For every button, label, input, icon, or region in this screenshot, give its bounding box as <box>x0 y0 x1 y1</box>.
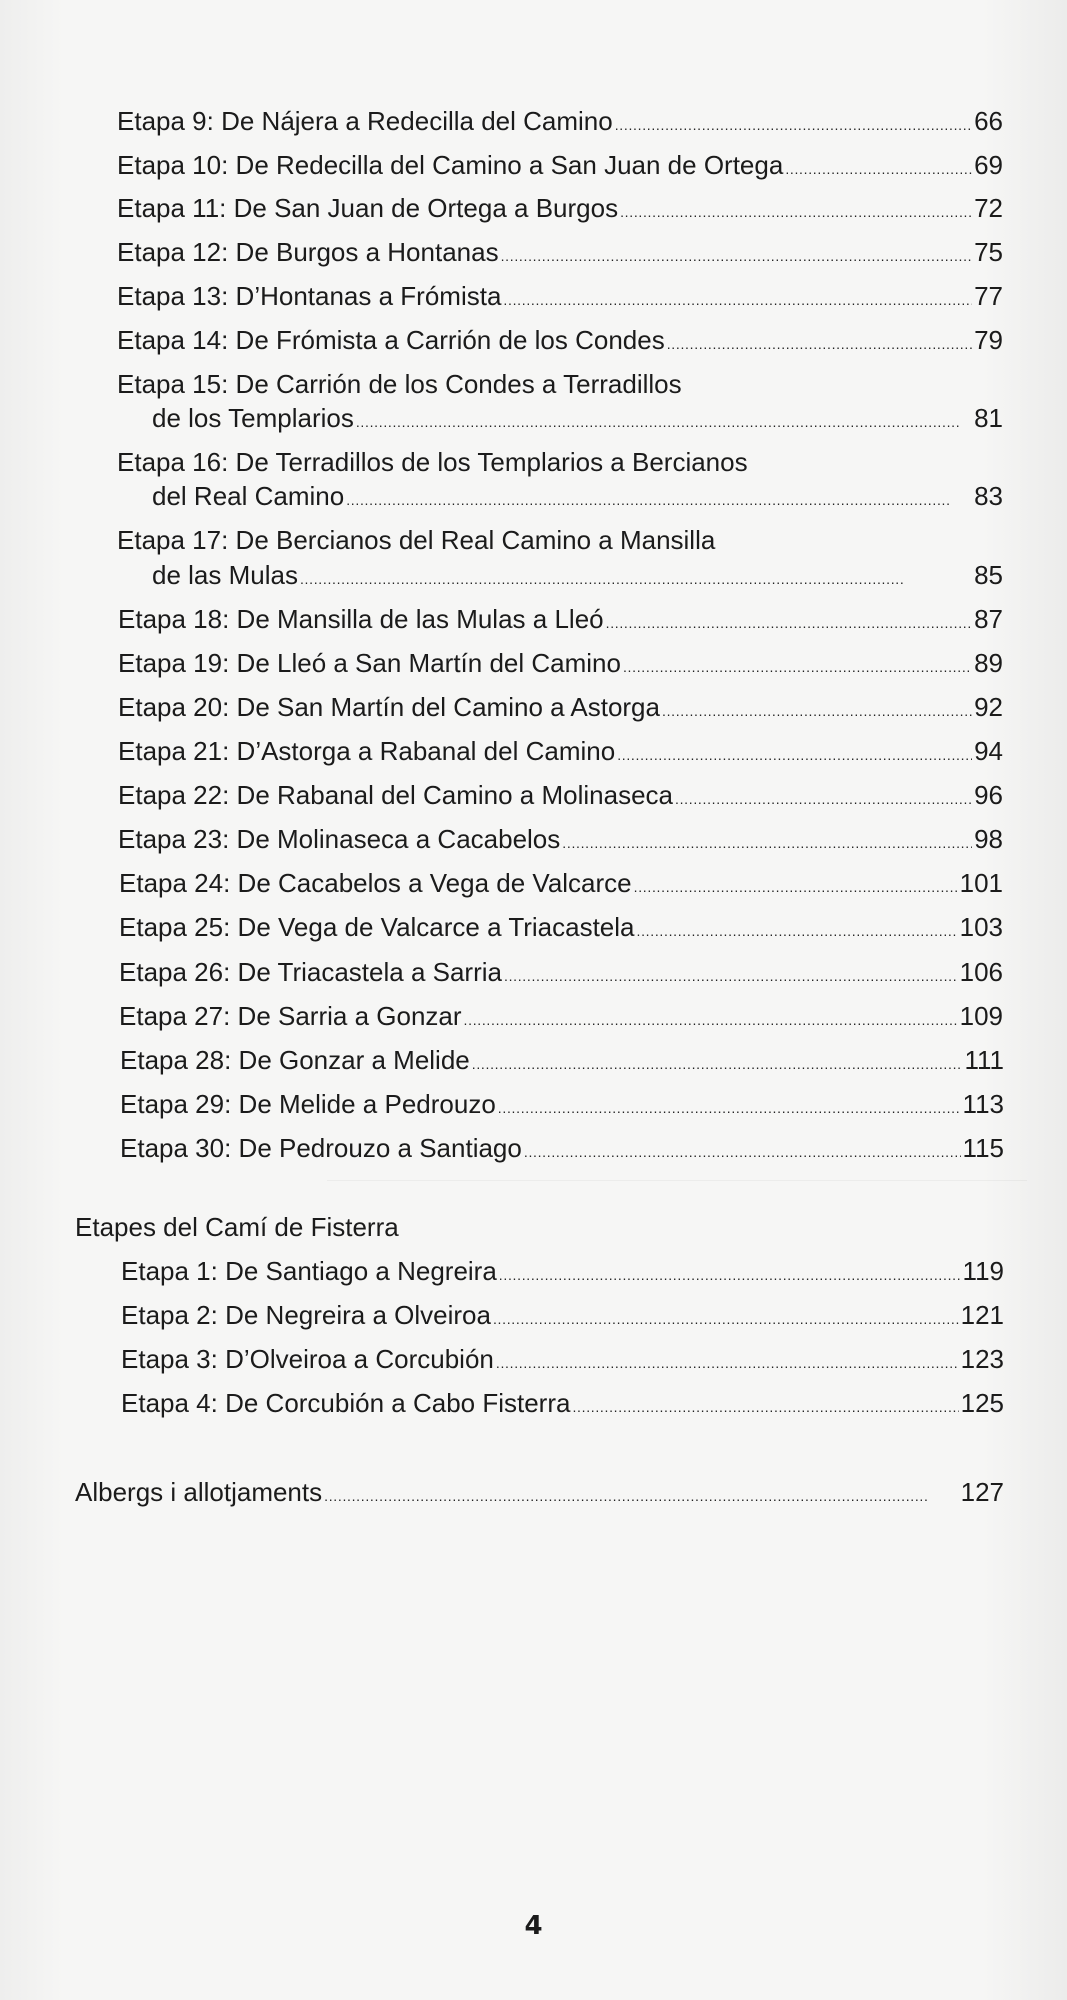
leader-dots <box>675 780 972 810</box>
toc-entry-albergs[interactable] <box>75 1477 1004 1507</box>
toc-entry-page: 111 <box>964 1045 1004 1075</box>
toc-entry[interactable] <box>117 281 1003 311</box>
toc-entry[interactable] <box>121 1256 1004 1286</box>
toc-entry[interactable] <box>120 1133 1004 1163</box>
toc-entry[interactable] <box>118 604 1003 634</box>
section-heading-fisterra: Etapes del Camí de Fisterra <box>75 1212 399 1242</box>
leader-dots <box>662 692 972 722</box>
leader-dots <box>623 648 972 678</box>
leader-dots <box>572 1388 958 1418</box>
toc-entry-title: Etapa 2: De Negreira a Olveiroa <box>121 1300 491 1330</box>
toc-entry[interactable] <box>121 1344 1004 1374</box>
toc-entry-title: Etapa 4: De Corcubión a Cabo Fisterra <box>121 1388 571 1418</box>
toc-entry-title: Etapa 14: De Frómista a Carrión de los Condes <box>117 325 665 355</box>
toc-entry-title: Etapa 24: De Cacabelos a Vega de Valcarce <box>119 868 632 898</box>
toc-entry-title[interactable]: Etapa 17: De Bercianos del Real Camino a Mansilla <box>117 525 716 555</box>
toc-entry-page: 69 <box>974 150 1003 180</box>
toc-entry-page: 103 <box>959 912 1003 942</box>
page-number: 4 <box>524 1911 543 1941</box>
toc-entry[interactable] <box>152 403 1003 433</box>
toc-entry[interactable] <box>117 193 1003 223</box>
toc-entry-title: Etapa 23: De Molinaseca a Cacabelos <box>118 824 561 854</box>
toc-entry[interactable] <box>120 1045 1004 1075</box>
toc-entry[interactable] <box>152 481 1003 511</box>
toc-entry-page: 125 <box>960 1388 1004 1418</box>
toc-entry[interactable] <box>121 1388 1004 1418</box>
leader-dots <box>501 237 972 267</box>
leader-dots <box>493 1300 959 1330</box>
leader-dots <box>496 1344 959 1374</box>
toc-entry-page: 96 <box>974 780 1003 810</box>
toc-entry-page: 123 <box>960 1344 1004 1374</box>
toc-entry-title: Albergs i allotjaments <box>75 1477 323 1507</box>
toc-entry[interactable] <box>117 237 1003 267</box>
leader-dots <box>620 193 972 223</box>
toc-entry[interactable] <box>118 736 1003 766</box>
toc-entry-title: Etapa 10: De Redecilla del Camino a San Juan de Ortega <box>117 150 784 180</box>
toc-entry-page: 119 <box>962 1256 1004 1286</box>
toc-entry[interactable] <box>119 957 1003 987</box>
toc-entry[interactable] <box>119 1001 1003 1031</box>
leader-dots <box>498 1089 961 1119</box>
leader-dots <box>503 281 972 311</box>
toc-entry[interactable] <box>120 1089 1004 1119</box>
leader-dots <box>346 481 972 511</box>
toc-entry-page: 75 <box>974 237 1003 267</box>
toc-entry-title: Etapa 1: De Santiago a Negreira <box>121 1256 497 1286</box>
toc-entry-title-continued: de los Templarios <box>152 403 354 433</box>
toc-entry-page: 85 <box>974 560 1003 590</box>
bleed-through-line <box>327 1180 1027 1181</box>
toc-entry-page: 92 <box>974 692 1003 722</box>
toc-entry-page: 79 <box>974 325 1003 355</box>
toc-entry-page: 87 <box>974 604 1003 634</box>
toc-entry-title: Etapa 30: De Pedrouzo a Santiago <box>120 1133 522 1163</box>
leader-dots <box>464 1001 958 1031</box>
leader-dots <box>562 824 972 854</box>
toc-entry-title: Etapa 21: D’Astorga a Rabanal del Camino <box>118 736 616 766</box>
toc-entry-page: 77 <box>974 281 1003 311</box>
leader-dots <box>785 150 972 180</box>
toc-entry-page: 101 <box>959 868 1003 898</box>
toc-entry[interactable] <box>117 150 1003 180</box>
leader-dots <box>667 325 972 355</box>
toc-entry-page: 94 <box>974 736 1003 766</box>
toc-entry-title: Etapa 9: De Nájera a Redecilla del Camino <box>117 106 613 136</box>
toc-entry-title: Etapa 3: D’Olveiroa a Corcubión <box>121 1344 494 1374</box>
toc-entry[interactable] <box>117 325 1003 355</box>
toc-entry-title: Etapa 18: De Mansilla de las Mulas a Lleó <box>118 604 604 634</box>
toc-entry[interactable] <box>152 560 1003 590</box>
leader-dots <box>634 868 958 898</box>
toc-entry[interactable] <box>121 1300 1004 1330</box>
toc-entry[interactable] <box>118 824 1003 854</box>
toc-entry-title-continued: de las Mulas <box>152 560 298 590</box>
toc-entry-page: 106 <box>959 957 1003 987</box>
toc-entry-title: Etapa 29: De Melide a Pedrouzo <box>120 1089 496 1119</box>
leader-dots <box>637 912 958 942</box>
leader-dots <box>356 403 972 433</box>
toc-entry-page: 115 <box>962 1133 1004 1163</box>
toc-entry[interactable] <box>117 106 1003 136</box>
toc-entry-title-continued: del Real Camino <box>152 481 345 511</box>
toc-entry-page: 72 <box>974 193 1003 223</box>
toc-entry[interactable] <box>119 868 1003 898</box>
leader-dots <box>606 604 972 634</box>
toc-entry-title: Etapa 28: De Gonzar a Melide <box>120 1045 470 1075</box>
toc-entry-title: Etapa 11: De San Juan de Ortega a Burgos <box>117 193 619 223</box>
leader-dots <box>499 1256 961 1286</box>
toc-entry[interactable] <box>118 780 1003 810</box>
toc-entry-title: Etapa 27: De Sarria a Gonzar <box>119 1001 462 1031</box>
toc-entry-title: Etapa 13: D’Hontanas a Frómista <box>117 281 502 311</box>
toc-entry-page: 89 <box>974 648 1003 678</box>
leader-dots <box>324 1477 958 1507</box>
toc-entry-page: 113 <box>962 1089 1004 1119</box>
toc-entry[interactable] <box>118 692 1003 722</box>
toc-entry-page: 98 <box>974 824 1003 854</box>
toc-entry-title: Etapa 22: De Rabanal del Camino a Molinaseca <box>118 780 674 810</box>
toc-entry-title[interactable]: Etapa 15: De Carrión de los Condes a Terradillos <box>117 369 682 399</box>
toc-entry-title: Etapa 20: De San Martín del Camino a Astorga <box>118 692 660 722</box>
leader-dots <box>524 1133 961 1163</box>
toc-entry-page: 127 <box>960 1477 1004 1507</box>
toc-entry-title: Etapa 25: De Vega de Valcarce a Triacastela <box>119 912 635 942</box>
toc-entry-title: Etapa 12: De Burgos a Hontanas <box>117 237 499 267</box>
leader-dots <box>504 957 958 987</box>
toc-entry-page: 81 <box>974 403 1003 433</box>
toc-entry-page: 83 <box>974 481 1003 511</box>
toc-entry-title: Etapa 26: De Triacastela a Sarria <box>119 957 502 987</box>
leader-dots <box>300 560 972 590</box>
leader-dots <box>615 106 972 136</box>
leader-dots <box>617 736 972 766</box>
leader-dots <box>472 1045 963 1075</box>
toc-entry[interactable] <box>118 648 1003 678</box>
toc-entry-title[interactable]: Etapa 16: De Terradillos de los Templarios a Bercianos <box>117 447 748 477</box>
toc-entry-page: 109 <box>959 1001 1003 1031</box>
toc-entry-page: 121 <box>960 1300 1004 1330</box>
toc-entry-title: Etapa 19: De Lleó a San Martín del Camino <box>118 648 621 678</box>
toc-entry[interactable] <box>119 912 1003 942</box>
toc-entry-page: 66 <box>974 106 1003 136</box>
